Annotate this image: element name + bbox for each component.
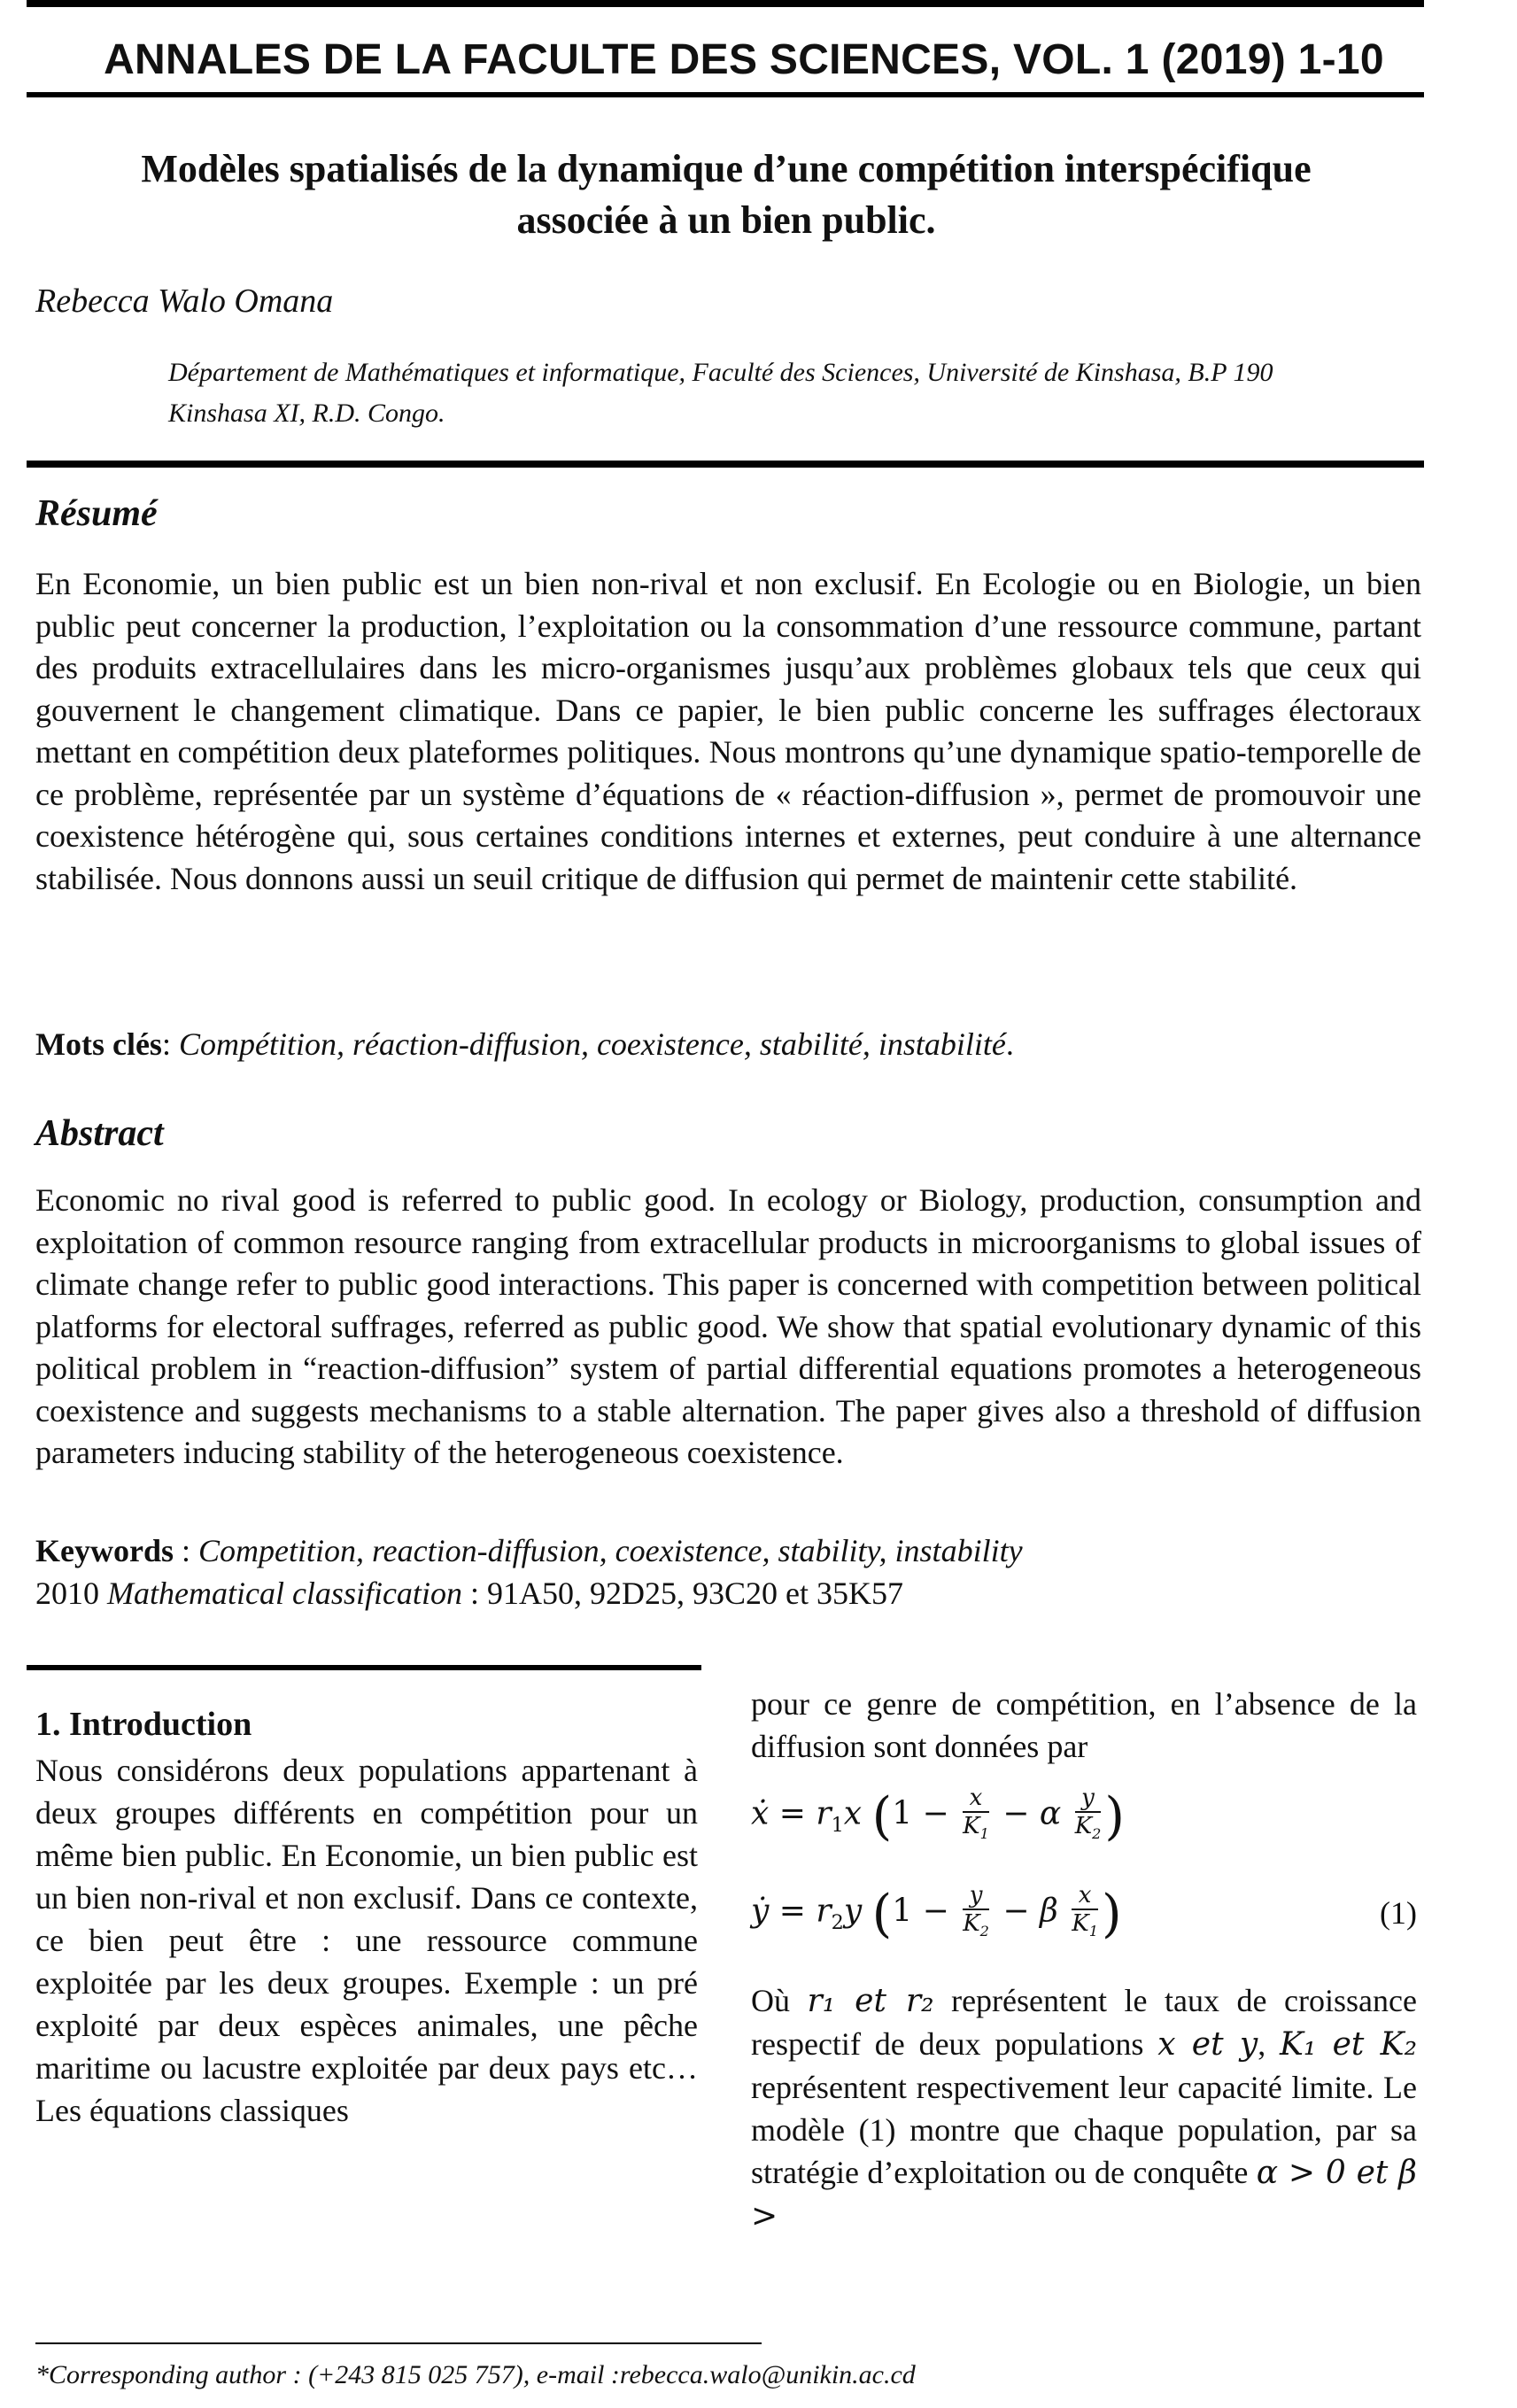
classification-value: : 91A50, 92D25, 93C20 et 35K57 (461, 1576, 903, 1611)
fraction-x-over-k1: $\frac{x}{K_1}$ (963, 1785, 989, 1843)
text-run: , (1258, 2026, 1281, 2062)
mots-cles-label: Mots clés (35, 1026, 162, 1062)
classification-line (35, 1572, 1421, 1614)
equation-y: ẏ = $r_2y$ (1 − $\frac{y}{K_2}$ − β $\frac{x}{K_1}$ ) (1) (751, 1882, 1417, 1944)
fraction-y-over-k2: $\frac{y}{K_2}$ (1074, 1785, 1102, 1843)
classification-year: 2010 (35, 1576, 107, 1611)
text-run: représentent respectivement leur capacité limite. Le modèle (1) montre que chaque population, par sa stratégie d’exploitation ou de conquête (751, 2070, 1417, 2190)
keywords-line (35, 1529, 1421, 1572)
equation-x: ẋ = $r_1x$ (1 − $\frac{x}{K_1}$ − α $\frac{y}{K_2}$ ) (751, 1785, 1126, 1847)
paper-title (35, 143, 1417, 246)
journal-header: ANNALES DE LA FACULTE DES SCIENCES, VOL. 1 (2019) 1-10 (104, 36, 1384, 83)
mots-cles-value: Compétition, réaction-diffusion, coexistence, stabilité, instabilité (178, 1026, 1006, 1062)
footnote-rule (35, 2342, 762, 2344)
right-column-lead: pour ce genre de compétition, en l’absence de la diffusion sont données par (751, 1686, 1417, 1764)
mots-cles-line (35, 1023, 1421, 1065)
affiliation (168, 352, 1408, 434)
math-x-y: x et y (1157, 2026, 1258, 2063)
introduction-heading: 1. Introduction (35, 1706, 252, 1743)
fraction-x-over-k1-b: $\frac{x}{K_1}$ (1072, 1882, 1098, 1940)
affiliation-line-2: Kinshasa XI, R.D. Congo. (168, 399, 445, 428)
keywords-sep: : (174, 1533, 199, 1568)
math-alpha-beta: α > 0 et β > (751, 2155, 1417, 2234)
keywords-value: Competition, reaction-diffusion, coexistence, stability, instability (198, 1533, 1023, 1568)
mots-cles-sep: : (161, 1026, 179, 1062)
affiliation-line-1: Département de Mathématiques et informatique, Faculté des Sciences, Université de Kinshasa, B.P 190 (168, 358, 1273, 387)
title-line-2: associée à un bien public. (516, 198, 936, 242)
classification-label: Mathematical classification (107, 1576, 462, 1611)
author-name: Rebecca Walo Omana (35, 283, 334, 320)
text-run: représentent le taux de croissance respectif de deux populations (751, 1983, 1417, 2062)
equation-number: (1) (1380, 1895, 1417, 1931)
fraction-y-over-k2-b: $\frac{y}{K_2}$ (963, 1882, 989, 1940)
mots-cles-end: . (1005, 1026, 1014, 1062)
math-r1-r2: r₁ et r₂ (807, 1983, 934, 2019)
introduction-text: Nous considérons deux populations appartenant à deux groupes différents en compétition pour un même bien public. En Economie, un bien public est un bien non-rival et non exclusif. Dans ce contexte, ce bien peut être : une ressource commune exploitée par les deux groupes. Exemple : un pré exploité par deux espèces animales, une pêche maritime ou lacustre exploitée par deux pays etc… Les équations classiques (35, 1753, 698, 2128)
title-line-1: Modèles spatialisés de la dynamique d’une compétition interspécifique (141, 147, 1312, 190)
affiliation-rule (27, 461, 1424, 468)
text-run: Où (751, 1983, 808, 2018)
top-rule (27, 0, 1424, 7)
header-rule (27, 92, 1424, 97)
resume-text: En Economie, un bien public est un bien non-rival et non exclusif. En Ecologie ou en Biologie, un bien public peut concerner la production, l’exploitation ou la consommation d’une ressource commune, partant des produits extracellulaires dans les micro-organismes jusqu’aux problèmes globaux tels que ceux qui gouvernent le changement climatique. Dans ce papier, le bien public concerne les suffrages électoraux mettant en compétition deux plateformes politiques. Nous montrons qu’une dynamique spatio-temporelle de ce problème, représentée par un système d’équations de « réaction-diffusion », permet de promouvoir une coexistence hétérogène qui, sous certaines conditions internes et externes, peut conduire à une alternance stabilisée. Nous donnons aussi un seuil critique de diffusion qui permet de maintenir cette stabilité. (35, 566, 1421, 896)
column-top-rule (27, 1665, 701, 1670)
abstract-text: Economic no rival good is referred to public good. In ecology or Biology, production, consumption and exploitation of common resource ranging from extracellular products in microorganisms to global issues of climate change refer to public good interactions. This paper is concerned with competition between political platforms for electoral suffrages, referred as public good. We show that spatial evolutionary dynamic of this political problem in “reaction-diffusion” system of partial differential equations promotes a heterogeneous coexistence and suggests mechanisms to a stable alternation. The paper gives also a threshold of diffusion parameters inducing stability of the heterogeneous coexistence. (35, 1182, 1421, 1470)
keywords-label: Keywords (35, 1533, 174, 1568)
abstract-heading: Abstract (35, 1113, 164, 1154)
resume-heading: Résumé (35, 493, 158, 534)
math-k1-k2: K₁ et K₂ (1280, 2026, 1418, 2063)
corresponding-author-footnote: *Corresponding author : (+243 815 025 757), e-mail :rebecca.walo@unikin.ac.cd (35, 2360, 916, 2389)
right-column-text (751, 1979, 1417, 2238)
